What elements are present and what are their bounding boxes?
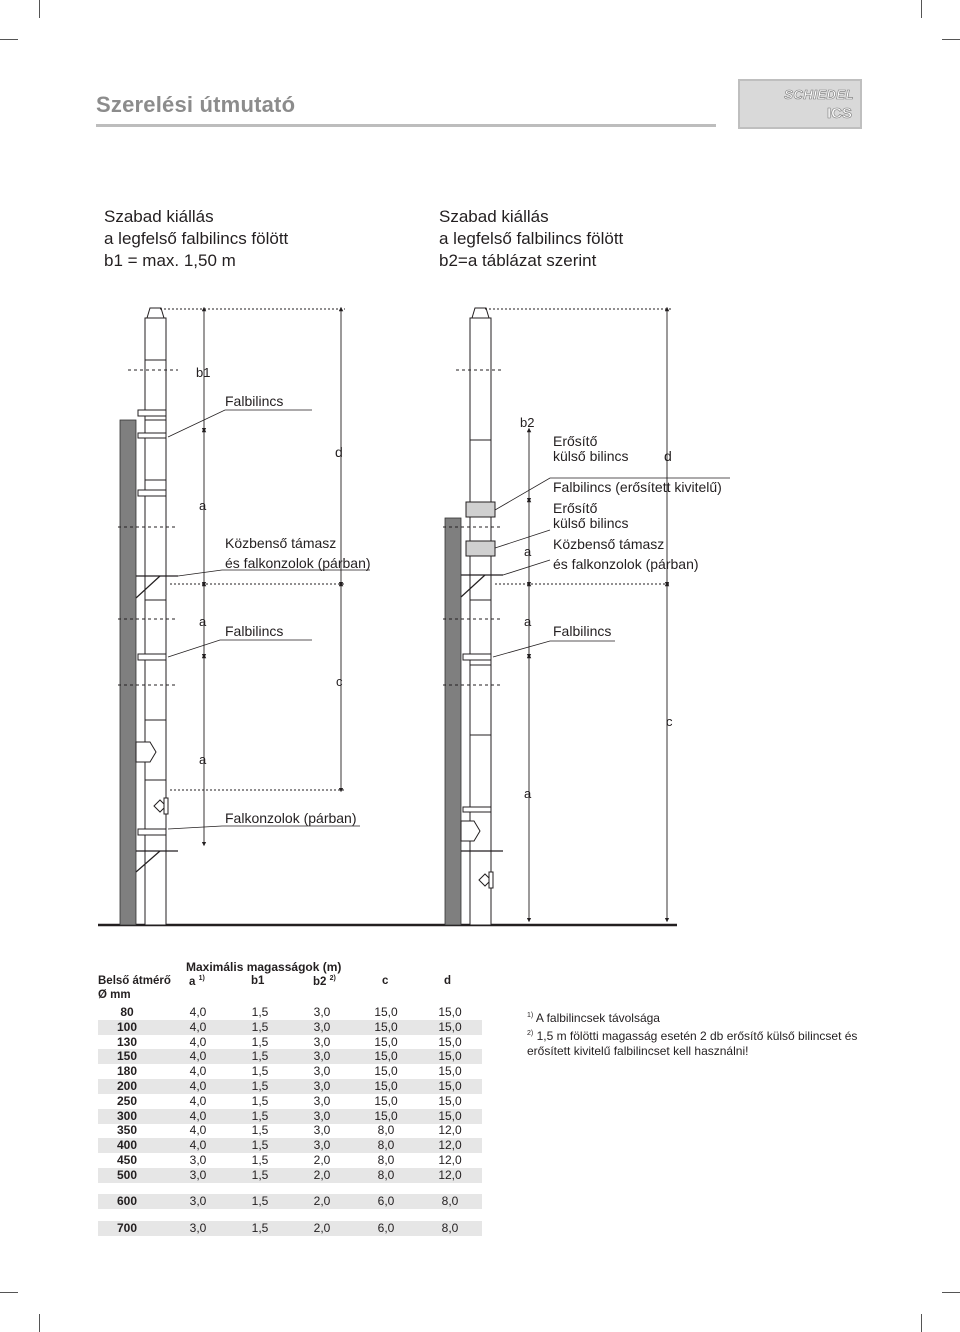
dimension-lines-right <box>485 309 671 920</box>
table-cell: 1,5 <box>251 1138 269 1153</box>
table-row <box>98 1138 482 1153</box>
table-cell: 15,0 <box>374 1034 398 1049</box>
label-a: a <box>524 614 532 629</box>
table-cell: 4,0 <box>189 1108 207 1123</box>
table-cell: 12,0 <box>438 1138 462 1153</box>
col-header-a-sup: 1) <box>198 975 205 982</box>
col-header-b1: b1 <box>251 975 265 987</box>
crop-mark <box>39 1314 40 1332</box>
label-a: a <box>199 498 207 513</box>
table-cell: 1,5 <box>251 1194 269 1208</box>
label-erosito: külső bilincs <box>553 448 629 464</box>
table-caption: Maximális magasságok (m) <box>186 960 342 974</box>
footnote-2-text: 1,5 m fölötti magasság esetén 2 db erősítő külső bilincset és erősített kivitelű falbilincset kell használni! <box>527 1029 858 1058</box>
label-a: a <box>199 614 207 629</box>
cell-diameter: 700 <box>116 1221 138 1235</box>
table-cell: 2,0 <box>313 1194 331 1208</box>
logo-brand-text: SCHIEDEL <box>784 87 854 102</box>
table-cell: 15,0 <box>374 1079 398 1093</box>
table-cell: 2,0 <box>313 1153 331 1167</box>
table-cell: 1,5 <box>251 1064 269 1079</box>
col-header-a-text: a <box>189 976 196 988</box>
wall <box>445 518 461 925</box>
label-falbilincs: Falbilincs <box>225 623 284 639</box>
cell-diameter: 300 <box>116 1108 138 1123</box>
right-heading-line: a legfelső falbilincs fölött <box>439 229 624 248</box>
table-cell: 3,0 <box>313 1079 331 1093</box>
table-cell: 15,0 <box>438 1034 462 1049</box>
right-heading-line: Szabad kiállás <box>439 207 549 226</box>
table-cell: 3,0 <box>313 1108 331 1123</box>
logo-product-text: ICS <box>826 105 852 122</box>
table-row <box>98 1079 482 1094</box>
crop-mark <box>942 1292 960 1293</box>
label-d: d <box>335 444 343 460</box>
table-cell: 1,5 <box>251 1034 269 1049</box>
label-kozbenso: Közbenső támasz <box>553 536 665 552</box>
label-falbilincs: Falbilincs <box>225 393 284 409</box>
table-cell: 4,0 <box>189 1049 207 1064</box>
label-falbilincs: Falbilincs <box>553 623 612 639</box>
crop-mark <box>921 1314 922 1332</box>
left-heading-line: Szabad kiállás <box>104 207 214 226</box>
table-cell: 4,0 <box>189 1019 207 1034</box>
table-cell: 15,0 <box>438 1093 462 1108</box>
table-row <box>98 1005 482 1020</box>
label-erosito: külső bilincs <box>553 515 629 531</box>
label-kozbenso: és falkonzolok (párban) <box>225 555 371 571</box>
table-cell: 1,5 <box>251 1093 269 1108</box>
table-cell: 4,0 <box>189 1093 207 1108</box>
table-cell: 1,5 <box>251 1167 269 1182</box>
table-cell: 15,0 <box>438 1079 462 1093</box>
table-cell: 4,0 <box>189 1064 207 1079</box>
table-cell: 15,0 <box>374 1019 398 1034</box>
table-cell: 2,0 <box>313 1221 331 1235</box>
table-cell: 15,0 <box>374 1005 398 1019</box>
label-b2: b2 <box>520 415 535 430</box>
table-cell: 1,5 <box>251 1005 269 1019</box>
cell-diameter: 200 <box>116 1079 138 1093</box>
cell-diameter: 500 <box>116 1167 138 1182</box>
table-cell: 15,0 <box>438 1049 462 1064</box>
crop-mark <box>0 1292 18 1293</box>
right-heading-line: b2=a táblázat szerint <box>439 251 597 270</box>
table-cell: 3,0 <box>313 1093 331 1108</box>
cell-diameter: 130 <box>116 1034 138 1049</box>
col-header-b2 <box>313 975 336 990</box>
table-cell: 15,0 <box>374 1049 398 1064</box>
table-cell: 15,0 <box>438 1005 462 1019</box>
table-cell: 3,0 <box>313 1064 331 1079</box>
label-a: a <box>524 544 532 559</box>
table-cell: 12,0 <box>438 1123 462 1138</box>
table-cell: 1,5 <box>251 1153 269 1167</box>
col-header-c: c <box>382 975 389 987</box>
cell-diameter: 100 <box>116 1019 138 1034</box>
cell-diameter: 400 <box>116 1138 138 1153</box>
table-cell: 8,0 <box>377 1167 395 1182</box>
table-cell: 3,0 <box>313 1019 331 1034</box>
table-cell: 12,0 <box>438 1153 462 1167</box>
table-row <box>98 1109 482 1124</box>
table-cell: 12,0 <box>438 1167 462 1182</box>
table-cell: 1,5 <box>251 1123 269 1138</box>
left-heading-line: b1 = max. 1,50 m <box>104 251 236 270</box>
table-cell: 2,0 <box>313 1167 331 1182</box>
footnote-1-mark: 1) <box>527 1012 534 1019</box>
label-falbilincs-erositett: Falbilincs (erősített kivitelű) <box>553 479 722 495</box>
table-cell: 3,0 <box>189 1153 207 1167</box>
table-cell: 3,0 <box>313 1005 331 1019</box>
label-erosito: Erősítő <box>553 500 598 516</box>
table-row <box>98 1049 482 1064</box>
dimension-lines-left <box>160 309 345 844</box>
label-falkonzolok: Falkonzolok (párban) <box>225 810 357 826</box>
cell-diameter: 150 <box>116 1049 138 1064</box>
col-header-a <box>189 975 205 990</box>
col-header-b2-sup: 2) <box>329 975 336 982</box>
table-cell: 3,0 <box>189 1194 207 1208</box>
footnote-2 <box>527 1026 877 1059</box>
cell-diameter: 350 <box>116 1123 138 1138</box>
table-cell: 8,0 <box>377 1138 395 1153</box>
table-cell: 3,0 <box>189 1167 207 1182</box>
table-cell: 3,0 <box>313 1049 331 1064</box>
table-cell: 15,0 <box>374 1108 398 1123</box>
label-a: a <box>199 752 207 767</box>
col-header-d: d <box>444 975 452 987</box>
table-cell: 1,5 <box>251 1049 269 1064</box>
cell-diameter: 80 <box>120 1005 134 1019</box>
table-cell: 4,0 <box>189 1079 207 1093</box>
label-d: d <box>664 448 672 464</box>
table-cell: 1,5 <box>251 1108 269 1123</box>
table-row <box>98 1020 482 1035</box>
label-c: c <box>666 714 673 729</box>
table-cell: 1,5 <box>251 1079 269 1093</box>
wall <box>120 420 136 925</box>
cell-diameter: 180 <box>116 1064 138 1079</box>
label-c: c <box>336 674 343 689</box>
table-cell: 8,0 <box>377 1123 395 1138</box>
label-kozbenso: Közbenső támasz <box>225 535 337 551</box>
table-row <box>98 1094 482 1109</box>
page-title: Szerelési útmutató <box>96 92 296 117</box>
footnote-2-mark: 2) <box>527 1030 534 1037</box>
col-header-unit: Ø mm <box>98 989 131 1001</box>
table-cell: 1,5 <box>251 1019 269 1034</box>
footnotes <box>527 1008 877 1059</box>
table-row <box>98 1221 482 1236</box>
table-cell: 3,0 <box>313 1138 331 1153</box>
cell-diameter: 250 <box>116 1093 138 1108</box>
table-cell: 4,0 <box>189 1034 207 1049</box>
table-cell: 3,0 <box>313 1123 331 1138</box>
table-cell: 4,0 <box>189 1005 207 1019</box>
table-row <box>98 1153 482 1168</box>
table-row <box>98 1168 482 1183</box>
cell-diameter: 450 <box>116 1153 138 1167</box>
label-erosito: Erősítő <box>553 433 598 449</box>
table-row <box>98 1194 482 1209</box>
table-cell: 3,0 <box>313 1034 331 1049</box>
table-cell: 6,0 <box>377 1194 395 1208</box>
col-header-diameter: Belső átmérő <box>98 975 171 987</box>
table-cell: 6,0 <box>377 1221 395 1235</box>
cell-diameter: 600 <box>116 1194 138 1208</box>
table-cell: 15,0 <box>438 1108 462 1123</box>
table-cell: 4,0 <box>189 1123 207 1138</box>
table-row <box>98 1064 482 1079</box>
table-cell: 4,0 <box>189 1138 207 1153</box>
table-cell: 15,0 <box>438 1064 462 1079</box>
table-cell: 8,0 <box>441 1194 459 1208</box>
table-cell: 1,5 <box>251 1221 269 1235</box>
label-b1: b1 <box>196 365 211 380</box>
table-cell: 3,0 <box>189 1221 207 1235</box>
table-cell: 8,0 <box>377 1153 395 1167</box>
label-kozbenso: és falkonzolok (párban) <box>553 556 699 572</box>
footnote-1 <box>527 1008 877 1026</box>
footnote-1-text: A falbilincsek távolsága <box>535 1011 660 1025</box>
left-heading-line: a legfelső falbilincs fölött <box>104 229 289 248</box>
table-row <box>98 1123 482 1138</box>
table-cell: 15,0 <box>438 1019 462 1034</box>
label-a: a <box>524 786 532 801</box>
table-cell: 15,0 <box>374 1093 398 1108</box>
table-cell: 15,0 <box>374 1064 398 1079</box>
table-row <box>98 1035 482 1050</box>
col-header-b2-text: b2 <box>313 976 327 988</box>
table-cell: 8,0 <box>441 1221 459 1235</box>
